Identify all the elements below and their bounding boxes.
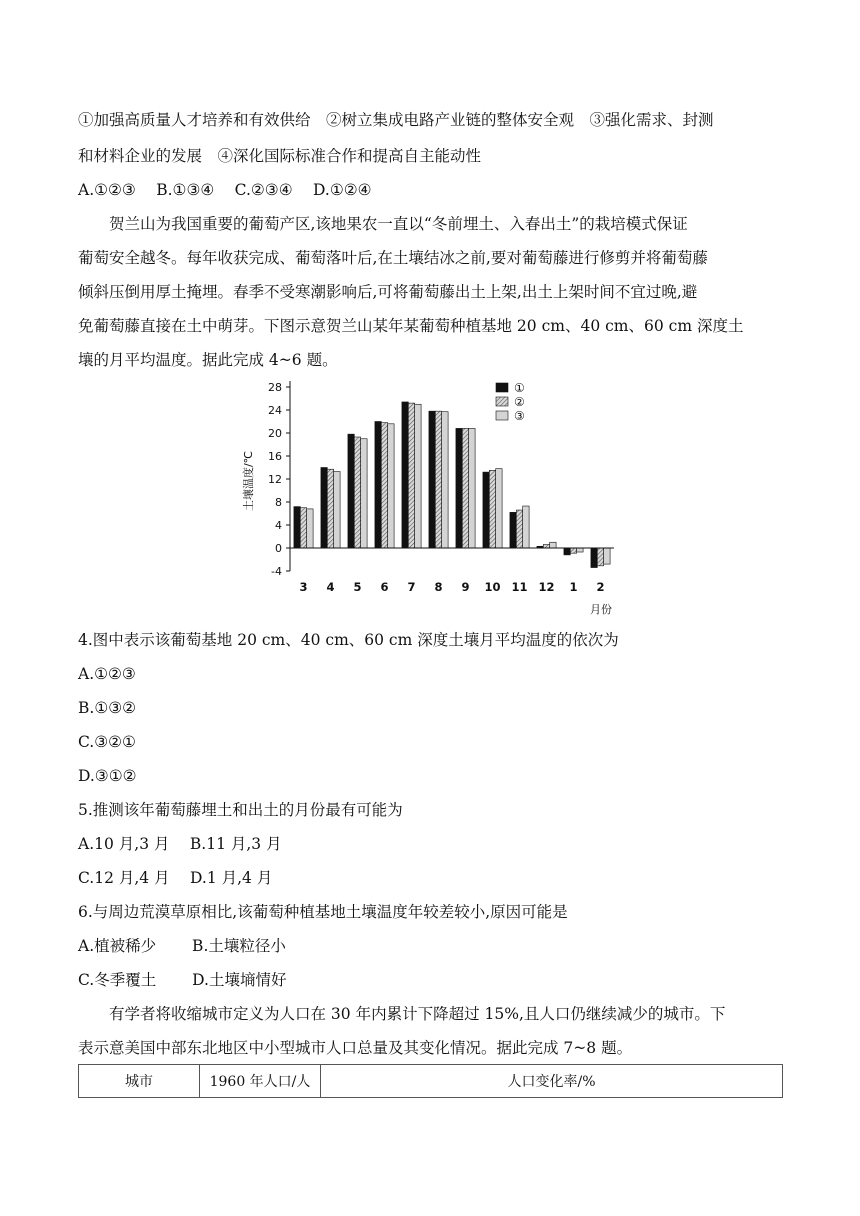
q4-stem: 4.图中表示该葡萄基地 20 cm、40 cm、60 cm 深度土壤月平均温度的依次为 xyxy=(78,631,619,649)
passage1-line5: 壤的月平均温度。据此完成 4~6 题。 xyxy=(78,351,338,369)
bar-series3-month-8 xyxy=(442,412,448,548)
bar-series2-month-12 xyxy=(543,545,549,548)
passage1-line2: 葡萄安全越冬。每年收获完成、葡萄落叶后,在土壤结冰之前,要对葡萄藤进行修剪并将葡萄藤 xyxy=(78,249,708,267)
y-axis-label: 土壤温度/℃ xyxy=(242,450,255,512)
q4-option-d: D.③①② xyxy=(78,767,137,785)
q5-options-cd: C.12 月,4 月 D.1 月,4 月 xyxy=(78,869,273,887)
bar-series1-month-11 xyxy=(510,512,516,548)
y-tick-label: 8 xyxy=(275,496,282,509)
legend-label-3: ③ xyxy=(514,409,525,423)
bar-series1-month-2 xyxy=(591,548,597,568)
x-tick-label: 5 xyxy=(353,580,362,594)
x-tick-label: 12 xyxy=(538,580,555,594)
q5-options-ab: A.10 月,3 月 B.11 月,3 月 xyxy=(78,835,282,853)
q3-options-line1: ①加强高质量人才培养和有效供给 ②树立集成电路产业链的整体安全观 ③强化需求、封测 xyxy=(78,111,714,129)
bar-series3-month-7 xyxy=(415,404,421,548)
bar-series3-month-9 xyxy=(469,428,475,548)
y-tick-label: 4 xyxy=(275,519,282,532)
bar-series1-month-6 xyxy=(375,422,381,549)
y-tick-label: 28 xyxy=(268,381,282,394)
legend-label-2: ② xyxy=(514,395,525,409)
x-tick-label: 4 xyxy=(326,580,335,594)
bar-series2-month-10 xyxy=(489,470,495,548)
bar-series3-month-10 xyxy=(496,469,502,548)
bar-series3-month-6 xyxy=(388,424,394,548)
bar-series3-month-5 xyxy=(361,439,367,548)
table-header-city: 城市 xyxy=(79,1065,200,1098)
bar-series2-month-4 xyxy=(327,469,333,548)
q4-option-a: A.①②③ xyxy=(78,665,136,683)
x-tick-label: 3 xyxy=(299,580,308,594)
y-tick-label: 20 xyxy=(268,427,282,440)
bar-series2-month-8 xyxy=(435,411,441,548)
x-tick-label: 10 xyxy=(484,580,501,594)
table-header-population-1960: 1960 年人口/人 xyxy=(200,1065,321,1098)
bar-series2-month-3 xyxy=(300,508,306,548)
bar-series1-month-7 xyxy=(402,402,408,548)
q6-options-ab: A.植被稀少 B.土壤粒径小 xyxy=(78,937,286,955)
bar-series2-month-5 xyxy=(354,437,360,548)
x-tick-label: 7 xyxy=(407,580,416,594)
q5-stem: 5.推测该年葡萄藤埋土和出土的月份最有可能为 xyxy=(78,801,403,819)
q3-choices: A.①②③ B.①③④ C.②③④ D.①②④ xyxy=(78,181,372,199)
legend-swatch-3 xyxy=(496,411,508,420)
x-tick-label: 6 xyxy=(380,580,389,594)
chart-legend xyxy=(496,381,525,423)
bar-series3-month-1 xyxy=(577,548,583,552)
table-header-change-rate: 人口变化率/% xyxy=(321,1065,783,1098)
q4-option-c: C.③②① xyxy=(78,733,136,751)
bar-series1-month-3 xyxy=(294,507,300,548)
bar-series1-month-10 xyxy=(483,472,489,548)
q6-options-cd: C.冬季覆土 D.土壤墒情好 xyxy=(78,971,287,989)
bar-series3-month-2 xyxy=(604,548,610,564)
bar-series2-month-11 xyxy=(516,510,522,548)
bar-series1-month-8 xyxy=(429,411,435,548)
legend-swatch-2 xyxy=(496,397,508,406)
x-axis-label: 月份 xyxy=(590,603,612,616)
x-tick-label: 1 xyxy=(569,580,578,594)
soil-temperature-chart xyxy=(238,375,638,620)
passage1-line3: 倾斜压倒用厚土掩埋。春季不受寒潮影响后,可将葡萄藤出土上架,出土上架时间不宜过晚,避 xyxy=(78,283,698,301)
passage1-line4: 免葡萄藤直接在土中萌芽。下图示意贺兰山某年某葡萄种植基地 20 cm、40 cm、60 cm 深度土 xyxy=(78,317,744,335)
population-table xyxy=(78,1064,783,1098)
bar-series2-month-6 xyxy=(381,423,387,548)
bar-series3-month-3 xyxy=(307,509,313,548)
y-tick-label: 0 xyxy=(275,542,282,555)
q4-option-b: B.①③② xyxy=(78,699,137,717)
bar-series2-month-7 xyxy=(408,403,414,548)
bar-series3-month-4 xyxy=(334,472,340,548)
q3-options-line2: 和材料企业的发展 ④深化国际标准合作和提高自主能动性 xyxy=(78,147,482,165)
q6-stem: 6.与周边荒漠草原相比,该葡萄种植基地土壤温度年较差较小,原因可能是 xyxy=(78,903,568,921)
chart-svg xyxy=(238,375,638,620)
legend-swatch-1 xyxy=(496,383,508,392)
bar-series3-month-12 xyxy=(550,542,556,548)
bar-series1-month-5 xyxy=(348,434,354,548)
y-tick-label: 12 xyxy=(268,473,282,486)
y-tick-label: 16 xyxy=(268,450,282,463)
y-tick-label: 24 xyxy=(268,404,282,417)
x-tick-label: 11 xyxy=(511,580,528,594)
bar-series2-month-2 xyxy=(597,548,603,566)
bar-series3-month-11 xyxy=(523,506,529,548)
x-tick-label: 8 xyxy=(434,580,443,594)
table-header-row xyxy=(79,1065,783,1098)
bar-series2-month-1 xyxy=(570,548,576,553)
bar-series1-month-1 xyxy=(564,548,570,555)
legend-label-1: ① xyxy=(514,381,525,395)
bar-series2-month-9 xyxy=(462,428,468,548)
passage2-line1: 有学者将收缩城市定义为人口在 30 年内累计下降超过 15%,且人口仍继续减少的城市。下 xyxy=(109,1005,726,1023)
x-tick-label: 2 xyxy=(596,580,605,594)
x-tick-label: 9 xyxy=(461,580,470,594)
passage1-line1: 贺兰山为我国重要的葡萄产区,该地果农一直以“冬前埋土、入春出土”的栽培模式保证 xyxy=(109,215,688,233)
bar-series1-month-4 xyxy=(321,468,327,549)
y-tick-label: -4 xyxy=(271,565,282,578)
bar-series1-month-9 xyxy=(456,428,462,548)
passage2-line2: 表示意美国中部东北地区中小型城市人口总量及其变化情况。据此完成 7~8 题。 xyxy=(78,1039,633,1057)
